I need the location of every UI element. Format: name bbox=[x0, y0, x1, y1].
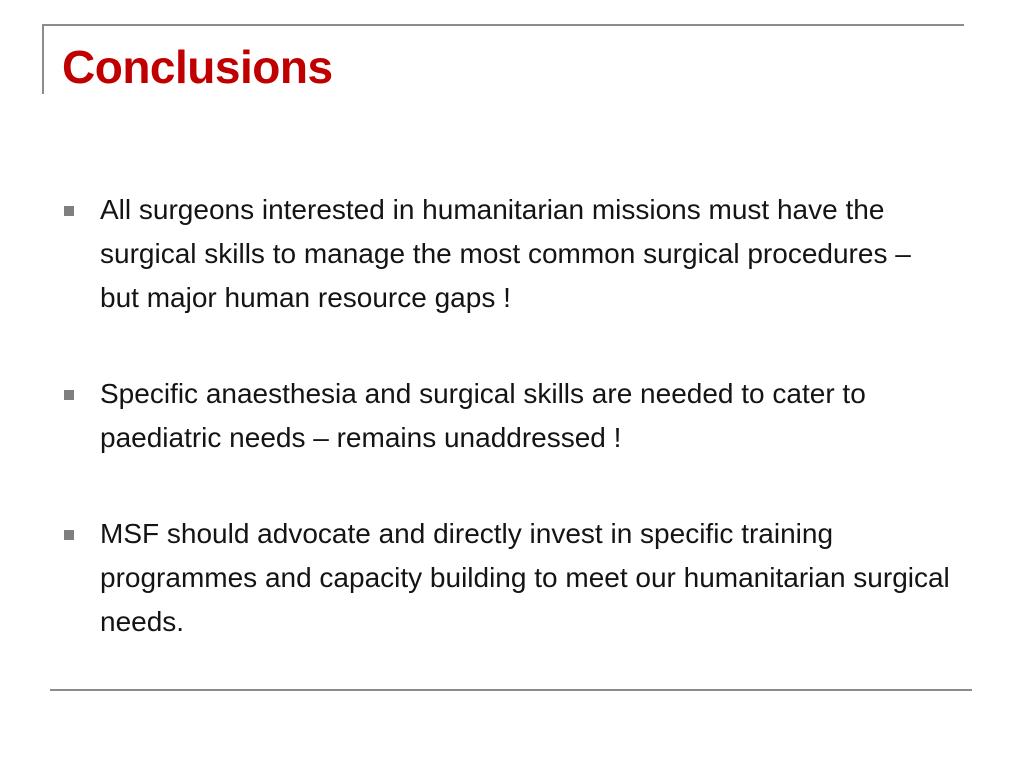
bullet-text: All surgeons interested in humanitarian missions must have the surgical skills to manage the most common surgical procedures – but major human resource gaps ! bbox=[100, 194, 911, 313]
bullet-marker bbox=[62, 372, 100, 418]
square-bullet-icon bbox=[64, 206, 74, 216]
bullet-marker bbox=[62, 188, 100, 234]
slide-title: Conclusions bbox=[62, 41, 333, 93]
bullet-text: Specific anaesthesia and surgical skills are needed to cater to paediatric needs – remains unaddressed ! bbox=[100, 378, 866, 453]
left-frame-line bbox=[42, 24, 44, 94]
square-bullet-icon bbox=[64, 390, 74, 400]
bullet-list bbox=[62, 188, 952, 644]
bullet-item bbox=[62, 512, 952, 644]
bullet-item bbox=[62, 372, 952, 460]
bullet-item bbox=[62, 188, 952, 320]
bottom-frame-line bbox=[50, 689, 972, 691]
top-frame-line bbox=[42, 24, 964, 26]
bullet-text: MSF should advocate and directly invest in specific training programmes and capacity building to meet our humanitarian surgical needs. bbox=[100, 518, 950, 637]
bullet-marker bbox=[62, 512, 100, 558]
square-bullet-icon bbox=[64, 530, 74, 540]
